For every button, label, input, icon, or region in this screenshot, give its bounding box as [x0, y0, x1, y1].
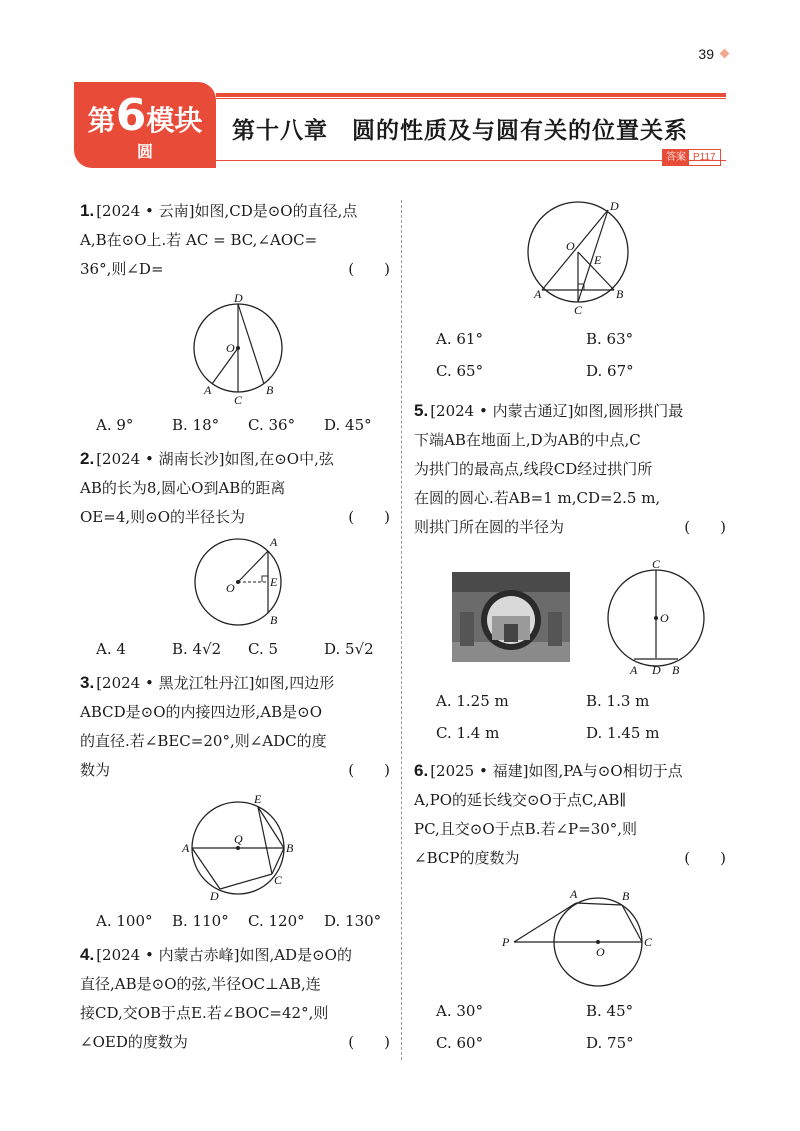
question-line: 数为	[80, 761, 111, 779]
question-4-figure	[520, 198, 640, 318]
question-number: 5.	[414, 401, 429, 420]
figure-label: B	[286, 841, 294, 855]
figure-label: C	[234, 393, 243, 407]
arch-gate-photo	[452, 572, 570, 662]
figure-label: D	[210, 889, 219, 903]
figure-label: B	[616, 287, 624, 301]
option[interactable]: B. 110°	[172, 912, 229, 930]
figure-label: B	[622, 889, 630, 903]
question-1-figure	[186, 290, 306, 410]
question-line: 则拱门所在圆的半径为	[414, 518, 565, 536]
answer-page: P117	[693, 152, 716, 163]
question-line: [2024 • 黑龙江牡丹江]如图,四边形	[96, 674, 335, 692]
figure-label: A	[270, 535, 278, 549]
option[interactable]: D. 130°	[324, 912, 382, 930]
question-line: OE=4,则⊙O的半径长为	[80, 508, 245, 526]
figure-label: Q	[234, 832, 243, 846]
question-number: 1.	[80, 201, 95, 220]
question-2-figure	[186, 534, 306, 634]
answer-reference[interactable]	[662, 149, 721, 166]
option[interactable]: B. 18°	[172, 416, 220, 434]
option[interactable]: C. 60°	[436, 1034, 484, 1052]
option[interactable]: C. 65°	[436, 362, 484, 380]
chapter-title: 第十八章 圆的性质及与圆有关的位置关系	[232, 118, 688, 144]
question-3-figure	[178, 792, 308, 904]
answer-bracket: ( )	[684, 518, 726, 536]
module-suffix: 模块	[146, 104, 203, 137]
question-number: 6.	[414, 761, 429, 780]
option[interactable]: D. 75°	[586, 1034, 634, 1052]
header-rule-thin	[216, 98, 726, 99]
question-line: ABCD是⊙O的内接四边形,AB是⊙O	[80, 703, 322, 721]
question-line: [2024 • 云南]如图,CD是⊙O的直径,点	[96, 202, 358, 220]
figure-label: O	[596, 945, 605, 959]
figure-label: C	[652, 558, 661, 571]
answer-bracket: ( )	[348, 260, 390, 278]
module-number: 6	[115, 90, 147, 141]
option[interactable]: D. 1.45 m	[586, 724, 660, 742]
question-line: 的直径.若∠BEC=20°,则∠ADC的度	[80, 732, 327, 750]
question-5-figure	[606, 558, 716, 678]
option[interactable]: A. 100°	[96, 912, 153, 930]
option[interactable]: D. 5√2	[324, 640, 374, 658]
question-line: 接CD,交OB于点E.若∠BOC=42°,则	[80, 1004, 329, 1022]
answer-label: 答案	[663, 150, 689, 165]
figure-label: B	[270, 613, 278, 627]
option[interactable]: A. 9°	[96, 416, 134, 434]
figure-label: O	[226, 581, 235, 595]
figure-label: O	[660, 611, 669, 625]
figure-label: A	[204, 383, 212, 397]
question-line: 36°,则∠D=	[80, 260, 164, 278]
option[interactable]: B. 45°	[586, 1002, 634, 1020]
question-line: PC,且交⊙O于点B.若∠P=30°,则	[414, 820, 638, 838]
figure-label: O	[566, 239, 575, 253]
question-line: ∠OED的度数为	[80, 1033, 188, 1051]
module-title	[74, 90, 216, 141]
question-line: 直径,AB是⊙O的弦,半径OC⊥AB,连	[80, 975, 321, 993]
header-rule	[216, 93, 726, 97]
figure-label: C	[644, 935, 653, 949]
question-number: 3.	[80, 673, 95, 692]
figure-label: C	[274, 873, 283, 887]
question-2	[80, 444, 390, 532]
option[interactable]: A. 61°	[436, 330, 483, 348]
column-divider	[401, 200, 402, 1060]
option[interactable]: D. 45°	[324, 416, 372, 434]
option[interactable]: C. 1.4 m	[436, 724, 500, 742]
option[interactable]: B. 1.3 m	[586, 692, 650, 710]
figure-label: D	[234, 291, 243, 305]
page-number: 39	[698, 46, 714, 62]
figure-label: A	[182, 841, 190, 855]
figure-label: C	[574, 303, 583, 317]
answer-bracket: ( )	[348, 1033, 390, 1051]
answer-bracket: ( )	[684, 849, 726, 867]
figure-label: D	[652, 663, 661, 677]
page-number-marker	[720, 49, 730, 59]
question-5	[414, 396, 726, 542]
option[interactable]: C. 36°	[248, 416, 296, 434]
figure-label: B	[266, 383, 274, 397]
question-1	[80, 196, 390, 284]
module-prefix: 第	[87, 104, 116, 137]
figure-label: P	[502, 935, 510, 949]
module-tag	[74, 82, 216, 168]
figure-label: D	[610, 199, 619, 213]
option[interactable]: A. 30°	[436, 1002, 483, 1020]
option[interactable]: A. 1.25 m	[436, 692, 509, 710]
question-number: 4.	[80, 945, 95, 964]
figure-label: B	[672, 663, 680, 677]
question-4	[80, 940, 390, 1057]
figure-label: O	[226, 341, 235, 355]
question-line: AB的长为8,圆心O到AB的距离	[80, 479, 286, 497]
question-line: [2025 • 福建]如图,PA与⊙O相切于点	[430, 762, 683, 780]
header-bottom-rule	[216, 160, 726, 161]
question-number: 2.	[80, 449, 95, 468]
option[interactable]: C. 120°	[248, 912, 305, 930]
question-line: 在圆的圆心.若AB=1 m,CD=2.5 m,	[414, 489, 661, 507]
figure-label: E	[270, 575, 278, 589]
figure-label: A	[630, 663, 638, 677]
question-line: [2024 • 内蒙古通辽]如图,圆形拱门最	[430, 402, 684, 420]
option[interactable]: B. 63°	[586, 330, 634, 348]
figure-label: A	[534, 287, 542, 301]
figure-label: E	[254, 792, 262, 806]
question-3	[80, 668, 390, 785]
option[interactable]: A. 4	[96, 640, 126, 658]
question-line: 下端AB在地面上,D为AB的中点,C	[414, 431, 641, 449]
figure-label: A	[570, 888, 578, 901]
question-line: 为拱门的最高点,线段CD经过拱门所	[414, 460, 653, 478]
question-line: A,B在⊙O上.若 AC = BC,∠AOC=	[80, 231, 318, 249]
question-line: [2024 • 内蒙古赤峰]如图,AD是⊙O的	[96, 946, 352, 964]
module-subtitle: 圆	[136, 142, 153, 161]
answer-bracket: ( )	[348, 761, 390, 779]
question-6	[414, 756, 726, 873]
question-line: [2024 • 湖南长沙]如图,在⊙O中,弦	[96, 450, 334, 468]
option[interactable]: B. 4√2	[172, 640, 222, 658]
question-6-figure	[498, 888, 668, 988]
question-line: ∠BCP的度数为	[414, 849, 520, 867]
question-line: A,PO的延长线交⊙O于点C,AB∥	[414, 791, 627, 809]
figure-label: E	[594, 253, 602, 267]
answer-bracket: ( )	[348, 508, 390, 526]
option[interactable]: D. 67°	[586, 362, 634, 380]
option[interactable]: C. 5	[248, 640, 279, 658]
